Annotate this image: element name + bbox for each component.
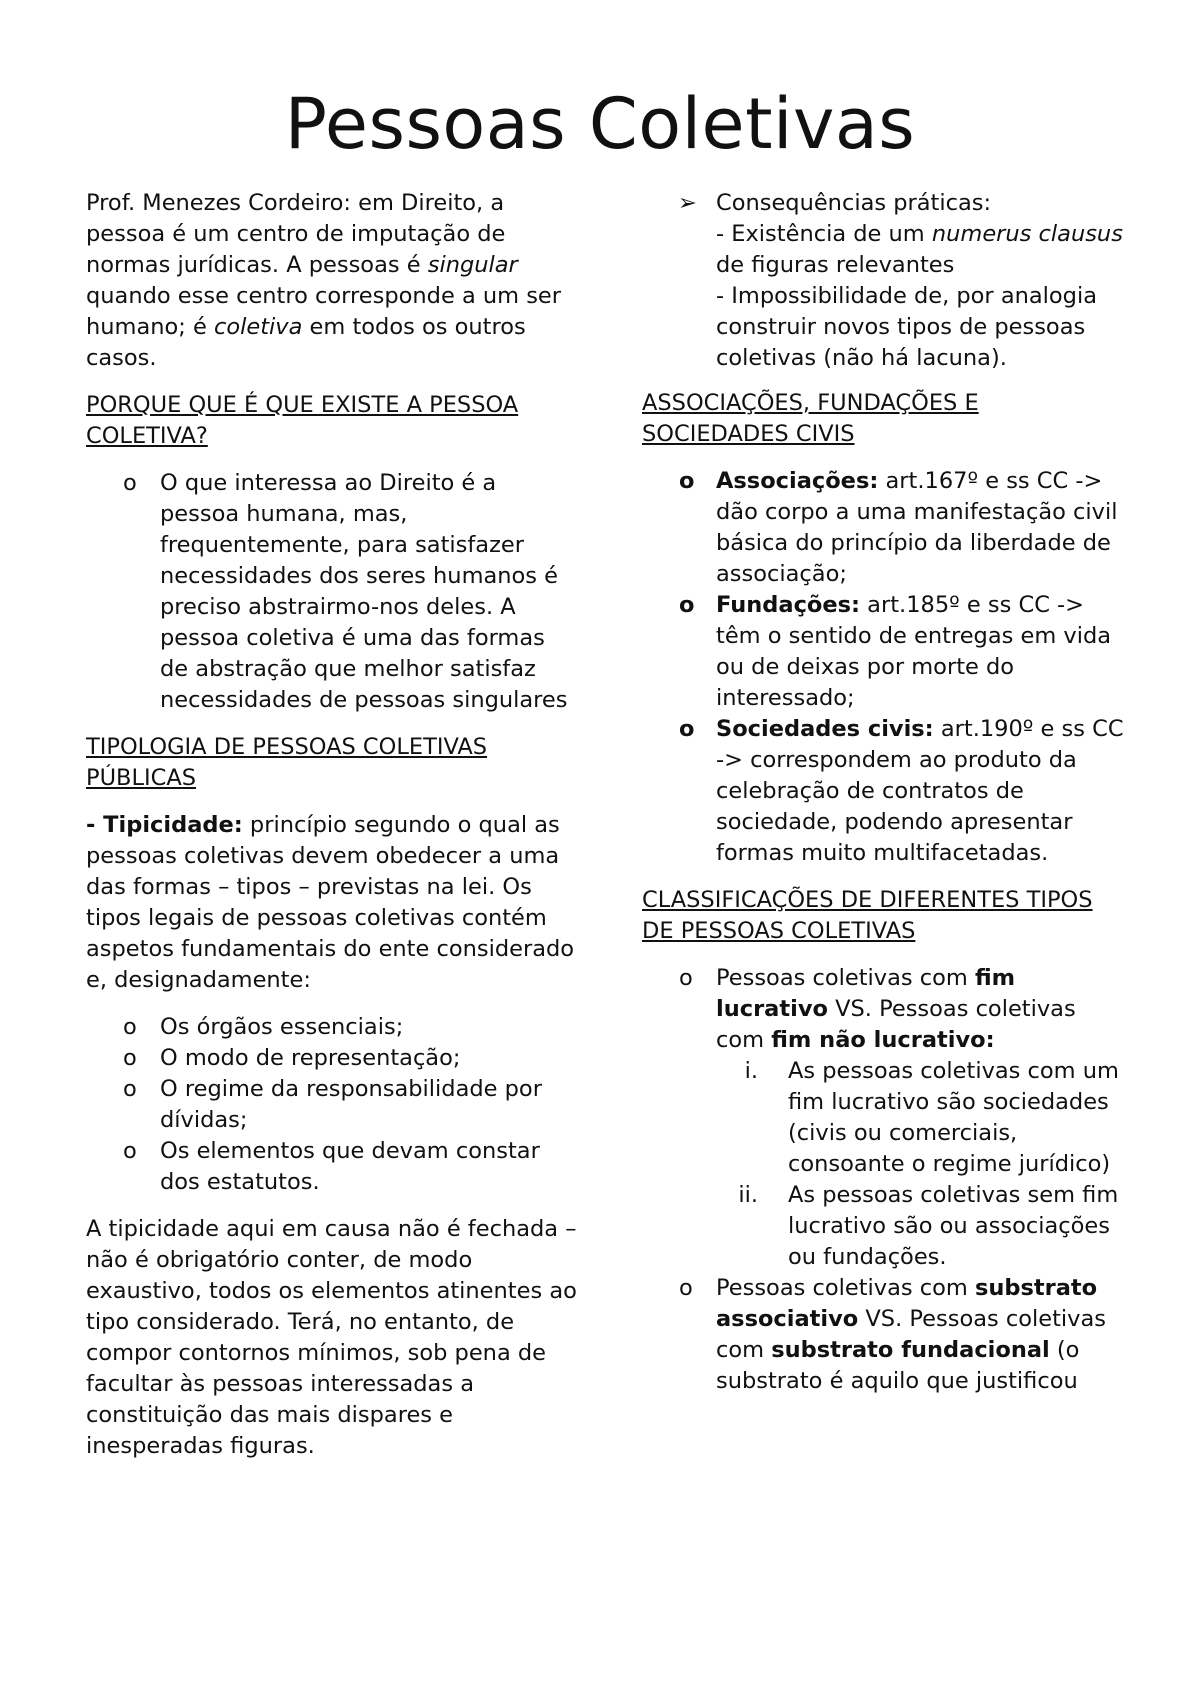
coletiva-term: coletiva <box>213 314 303 340</box>
list-item: o Pessoas coletivas com substrato associativo VS. Pessoas coletivas com substrato fundacional (o substrato é aquilo que justificou <box>679 1275 1107 1394</box>
section-heading-associacoes: ASSOCIAÇÕES, FUNDAÇÕES E SOCIEDADES CIVIS <box>642 390 979 447</box>
circle-bullet-icon: o <box>679 1275 693 1301</box>
list-item: i. As pessoas coletivas com um fim lucrativo são sociedades (civis ou comerciais, consoante o regime jurídico) <box>716 1056 1128 1180</box>
elements-list <box>86 1012 580 1198</box>
list-item: o Os elementos que devam constar dos estatutos. <box>123 1138 540 1195</box>
section-heading-porque: PORQUE QUE É QUE EXISTE A PESSOA COLETIVA? <box>86 392 519 449</box>
porque-list <box>86 468 580 716</box>
list-item: o Sociedades civis: art.190º e ss CC -> correspondem ao produto da celebração de contratos de sociedade, podendo apresentar formas muito multifacetadas. <box>679 716 1124 866</box>
list-item: ii. As pessoas coletivas sem fim lucrativo são ou associações ou fundações. <box>716 1180 1128 1273</box>
list-item: o O regime da responsabilidade por dívidas; <box>123 1076 542 1133</box>
circle-bullet-icon: o <box>679 716 695 742</box>
circle-bullet-icon: o <box>123 1138 137 1164</box>
roman-numeral: i. <box>744 1058 758 1084</box>
consequences-item: ➢ Consequências práticas: - Existência de um numerus clausus de figuras relevantes - Impossibilidade de, por analogia construir novos tipos de pessoas coletivas (não há lacuna). <box>678 190 1123 371</box>
left-column <box>86 188 580 1478</box>
section-heading-tipologia: TIPOLOGIA DE PESSOAS COLETIVAS PÚBLICAS <box>86 734 488 791</box>
page-title: Pessoas Coletivas <box>284 83 916 165</box>
list-item: o Fundações: art.185º e ss CC -> têm o sentido de entregas em vida ou de deixas por morte do interessado; <box>679 592 1112 711</box>
classificacoes-list <box>642 963 1128 1397</box>
roman-list <box>716 1056 1128 1273</box>
circle-bullet-icon: o <box>123 470 137 496</box>
circle-bullet-icon: o <box>123 1014 137 1040</box>
circle-bullet-icon: o <box>123 1045 137 1071</box>
list-item: o Associações: art.167º e ss CC -> dão corpo a uma manifestação civil básica do princípio da liberdade de associação; <box>679 468 1118 587</box>
right-column <box>642 188 1128 1413</box>
section-heading-classificacoes: CLASSIFICAÇÕES DE DIFERENTES TIPOS DE PESSOAS COLETIVAS <box>642 887 1093 944</box>
list-item: o Os órgãos essenciais; <box>86 1012 580 1043</box>
circle-bullet-icon: o <box>679 965 693 991</box>
intro-paragraph: Prof. Menezes Cordeiro: em Direito, a pessoa é um centro de imputação de normas jurídicas. A pessoas é singular quando esse centro corresponde a um ser humano; é coletiva em todos os outros casos. <box>86 190 562 371</box>
associacoes-list <box>642 466 1128 869</box>
singular-term: singular <box>427 252 518 278</box>
circle-bullet-icon: o <box>123 1076 137 1102</box>
closing-paragraph: A tipicidade aqui em causa não é fechada – não é obrigatório conter, de modo exaustivo, todos os elementos atinentes ao tipo considerado. Terá, no entanto, de compor contornos mínimos, sob pena de facultar às pessoas interessadas a constituição das mais dispares e inesperadas figuras. <box>86 1216 577 1459</box>
circle-bullet-icon: o <box>679 592 695 618</box>
circle-bullet-icon: o <box>679 468 695 494</box>
list-item: o O modo de representação; <box>86 1043 580 1074</box>
list-item: o O que interessa ao Direito é a pessoa humana, mas, frequentemente, para satisfazer necessidades dos seres humanos é preciso abstrairmo-nos deles. A pessoa coletiva é uma das formas de abstração que melhor satisfaz necessidades de pessoas singulares <box>123 470 568 713</box>
list-item: o Pessoas coletivas com fim lucrativo VS. Pessoas coletivas com fim não lucrativo: i. As pessoas coletivas com um fim lucrativo são sociedades (civis ou comerciais, consoante o regime jurídico) ii. As pessoas coletivas sem fim lucrativo são ou associações ou fundações. <box>642 963 1128 1273</box>
tipicidade-paragraph: - Tipicidade: princípio segundo o qual as pessoas coletivas devem obedecer a uma das formas – tipos – previstas na lei. Os tipos legais de pessoas coletivas contém aspetos fundamentais do ente considerado e, designadamente: <box>86 812 575 993</box>
roman-numeral: ii. <box>738 1182 758 1208</box>
arrow-bullet-icon: ➢ <box>678 190 697 216</box>
numerus-clausus-term: numerus clausus <box>931 221 1123 247</box>
